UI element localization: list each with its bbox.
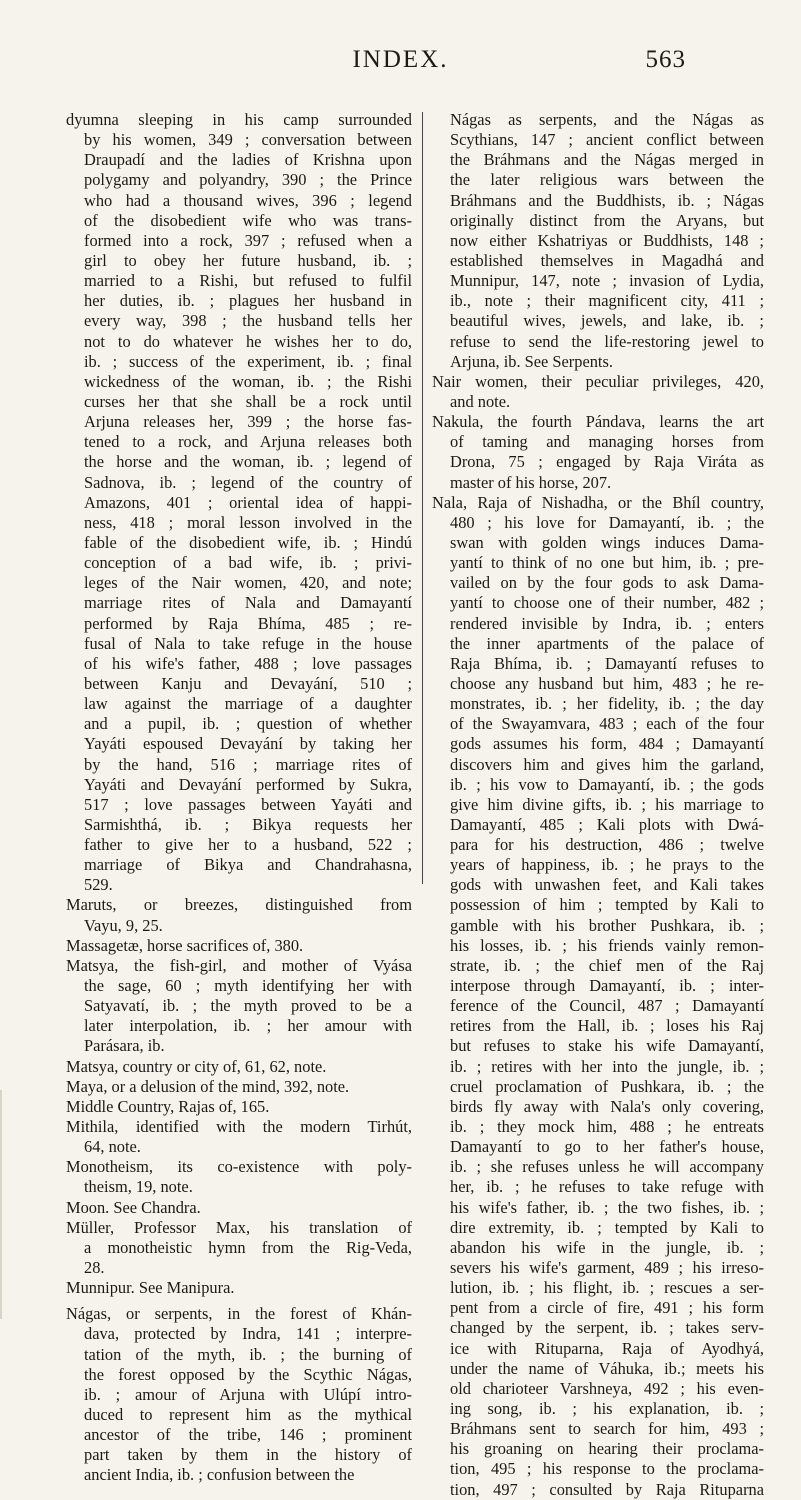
index-line: Nair women, their peculiar privileges, 420, xyxy=(432,371,764,391)
index-line: the later religious wars between the xyxy=(450,170,764,190)
index-line: Scythians, 147 ; ancient conflict between xyxy=(450,130,764,150)
index-line: married to a Rishi, but refused to fulfil xyxy=(84,271,412,291)
index-line: by his women, 349 ; conversation between xyxy=(84,130,412,150)
index-line: ib., note ; their magnificent city, 411 ; xyxy=(450,291,764,311)
index-line: father to give her to a husband, 522 ; xyxy=(84,835,412,855)
index-line: beautiful wives, jewels, and lake, ib. ; xyxy=(450,311,764,331)
index-line: curses her that she shall be a rock until xyxy=(84,391,412,411)
index-line: a monotheistic hymn from the Rig-Veda, xyxy=(84,1237,412,1257)
index-line: 480 ; his love for Damayantí, ib. ; the xyxy=(450,512,764,532)
index-line: the inner apartments of the palace of xyxy=(450,633,764,653)
index-line: ib. ; retires with her into the jungle, ib. ; xyxy=(450,1056,764,1076)
index-line: rendered invisible by Indra, ib. ; enters xyxy=(450,613,764,633)
index-line: Maruts, or breezes, distinguished from xyxy=(66,895,412,915)
index-line: originally distinct from the Aryans, but xyxy=(450,210,764,230)
index-line: 517 ; love passages between Yayáti and xyxy=(84,794,412,814)
index-line: girl to obey her future husband, ib. ; xyxy=(84,250,412,270)
running-title: INDEX. xyxy=(352,46,449,73)
index-line: Vayu, 9, 25. xyxy=(84,915,163,935)
index-line: duced to represent him as the mythical xyxy=(84,1405,412,1424)
index-line: dire extremity, ib. ; tempted by Kali to xyxy=(450,1217,764,1237)
index-line: Nágas, or serpents, in the forest of Khán- xyxy=(66,1304,412,1324)
index-line: Raja Bhíma, ib. ; Damayantí refuses to xyxy=(450,653,764,673)
index-line: ing song, ib. ; his explanation, ib. ; xyxy=(450,1399,764,1418)
index-line: and a pupil, ib. ; question of whether xyxy=(84,714,412,734)
index-column-left xyxy=(66,110,412,1486)
index-line: vailed on by the four gods to ask Dama- xyxy=(450,573,764,593)
index-line: now either Kshatriyas or Buddhists, 148 ; xyxy=(450,230,764,250)
index-line: Arjuna, ib. See Serpents. xyxy=(450,351,613,371)
index-line: abandon his wife in the jungle, ib. ; xyxy=(450,1237,764,1257)
index-line: and note. xyxy=(450,391,511,411)
index-line: lution, ib. ; his flight, ib. ; rescues a ser- xyxy=(450,1278,764,1298)
index-line: Mithila, identified with the modern Tirhút, xyxy=(66,1117,412,1137)
index-line: Parásara, ib. xyxy=(84,1036,165,1056)
index-line: 64, note. xyxy=(84,1137,141,1157)
index-line: ancient India, ib. ; confusion between the xyxy=(84,1465,355,1485)
index-line: ice with Rituparna, Raja of Ayodhyá, xyxy=(450,1338,764,1358)
index-line: swan with golden wings induces Dama- xyxy=(450,532,764,552)
index-line: 28. xyxy=(84,1258,105,1278)
index-line: theism, 19, note. xyxy=(84,1177,193,1197)
index-line: Draupadí and the ladies of Krishna upon xyxy=(84,150,412,170)
index-line: leges of the Nair women, 420, and note; xyxy=(84,573,412,593)
index-line: wickedness of the woman, ib. ; the Rishi xyxy=(84,371,412,391)
index-line: dava, protected by Indra, 141 ; interpre- xyxy=(84,1324,412,1344)
index-line: Bráhmans and the Buddhists, ib. ; Nágas xyxy=(450,190,764,210)
index-line: every way, 398 ; the husband tells her xyxy=(84,311,412,331)
index-line: pent from a circle of fire, 491 ; his form xyxy=(450,1298,764,1318)
index-line: dyumna sleeping in his camp surrounded xyxy=(66,110,412,129)
index-line: para for his destruction, 486 ; twelve xyxy=(450,835,764,855)
index-line: birds fly away with Nala's only covering, xyxy=(450,1096,764,1116)
index-line: his losses, ib. ; his friends vainly remon- xyxy=(450,935,764,955)
index-line: Arjuna releases her, 399 ; the horse fas- xyxy=(84,412,412,432)
index-line: fable of the disobedient wife, ib. ; Hindú xyxy=(84,532,412,552)
index-line: discovers him and gives him the garland, xyxy=(450,754,764,774)
index-line: yantí to think of no one but him, ib. ; pre- xyxy=(450,553,764,573)
index-line: her, ib. ; he refuses to take refuge with xyxy=(450,1177,764,1197)
index-line: gods with unwashen feet, and Kali takes xyxy=(450,875,764,895)
index-line: tion, 497 ; consulted by Raja Rituparna xyxy=(450,1479,764,1499)
index-line: his wife's father, ib. ; the two fishes, ib. ; xyxy=(450,1197,764,1217)
index-line: strate, ib. ; the chief men of the Raj xyxy=(450,955,764,975)
index-line: polygamy and polyandry, 390 ; the Prince xyxy=(84,170,412,190)
index-line: Massagetæ, horse sacrifices of, 380. xyxy=(66,935,304,955)
index-line: ib. ; his vow to Damayantí, ib. ; the gods xyxy=(450,774,764,794)
index-line: tation of the myth, ib. ; the burning of xyxy=(84,1344,412,1364)
index-line: the sage, 60 ; myth identifying her with xyxy=(84,976,412,996)
page-number: 563 xyxy=(645,46,686,73)
index-line: later interpolation, ib. ; her amour with xyxy=(84,1016,412,1036)
page-edge-shadow xyxy=(0,1090,2,1319)
index-line: of the Swayamvara, 483 ; each of the four xyxy=(450,714,764,734)
index-line: Nala, Raja of Nishadha, or the Bhíl country, xyxy=(432,492,764,512)
index-line: refuse to send the life-restoring jewel to xyxy=(450,331,764,351)
index-line: Damayantí to go to her father's house, xyxy=(450,1137,764,1157)
index-line: ib. ; she refuses unless he will accompany xyxy=(450,1157,764,1177)
column-divider xyxy=(422,112,423,884)
index-line: retires from the Hall, ib. ; loses his Raj xyxy=(450,1016,764,1036)
index-line: Satyavatí, ib. ; the myth proved to be a xyxy=(84,996,412,1016)
index-line: ib. ; amour of Arjuna with Ulúpí intro- xyxy=(84,1384,412,1404)
index-line: Middle Country, Rajas of, 165. xyxy=(66,1096,270,1116)
index-line: possession of him ; tempted by Kali to xyxy=(450,895,764,915)
index-line: but refuses to stake his wife Damayantí, xyxy=(450,1036,764,1056)
index-line: of his wife's father, 488 ; love passages xyxy=(84,653,412,673)
index-line: severs his wife's garment, 489 ; his irreso- xyxy=(450,1258,764,1278)
index-column-right xyxy=(432,110,764,1500)
index-line: the horse and the woman, ib. ; legend of xyxy=(84,452,412,472)
index-line: 529. xyxy=(84,875,113,895)
index-line: the forest opposed by the Scythic Nágas, xyxy=(84,1364,412,1384)
index-line: Maya, or a delusion of the mind, 392, note. xyxy=(66,1076,350,1096)
index-line: Damayantí, 485 ; Kali plots with Dwá- xyxy=(450,814,764,834)
index-line: Munnipur, 147, note ; invasion of Lydia, xyxy=(450,271,764,291)
index-line: Moon. See Chandra. xyxy=(66,1197,201,1217)
index-line: by the hand, 516 ; marriage rites of xyxy=(84,754,412,774)
index-line: not to do whatever he wishes her to do, xyxy=(84,331,412,351)
index-line: marriage rites of Nala and Damayantí xyxy=(84,593,412,613)
index-line: Matsya, country or city of, 61, 62, note. xyxy=(66,1056,327,1076)
index-line: part taken by them in the history of xyxy=(84,1445,412,1465)
index-line: ness, 418 ; moral lesson involved in the xyxy=(84,512,412,532)
index-line: tion, 495 ; his response to the proclama- xyxy=(450,1459,764,1479)
page-header xyxy=(0,46,801,86)
index-line: Bráhmans sent to search for him, 493 ; xyxy=(450,1419,764,1439)
index-line: under the name of Váhuka, ib.; meets his xyxy=(450,1358,764,1378)
index-line: conception of a bad wife, ib. ; privi- xyxy=(84,553,412,573)
index-line: established themselves in Magadhá and xyxy=(450,250,764,270)
index-line: gods assumes his form, 484 ; Damayantí xyxy=(450,734,764,754)
index-line: ib. ; success of the experiment, ib. ; final xyxy=(84,351,412,371)
index-line: the Bráhmans and the Nágas merged in xyxy=(450,150,764,170)
index-line: who had a thousand wives, 396 ; legend xyxy=(84,190,412,210)
index-line: her duties, ib. ; plagues her husband in xyxy=(84,291,412,311)
index-line: interpose through Damayantí, ib. ; inter- xyxy=(450,976,764,996)
index-line: Munnipur. See Manipura. xyxy=(66,1278,235,1298)
index-line: fusal of Nala to take refuge in the house xyxy=(84,633,412,653)
index-line: Monotheism, its co-existence with poly- xyxy=(66,1157,412,1177)
index-line: ference of the Council, 487 ; Damayantí xyxy=(450,996,764,1016)
index-line: changed by the serpent, ib. ; takes serv- xyxy=(450,1318,764,1338)
index-line: marriage of Bikya and Chandrahasna, xyxy=(84,855,412,875)
index-line: cruel proclamation of Pushkara, ib. ; the xyxy=(450,1076,764,1096)
index-line: of the disobedient wife who was trans- xyxy=(84,210,412,230)
index-line: Nágas as serpents, and the Nágas as xyxy=(450,110,764,129)
index-line: Drona, 75 ; engaged by Raja Viráta as xyxy=(450,452,764,472)
index-line: his groaning on hearing their proclama- xyxy=(450,1439,764,1459)
index-line: of taming and managing horses from xyxy=(450,432,764,452)
index-line: Sadnova, ib. ; legend of the country of xyxy=(84,472,412,492)
index-line: ib. ; they mock him, 488 ; he entreats xyxy=(450,1117,764,1137)
index-line: Matsya, the fish-girl, and mother of Vyása xyxy=(66,955,412,975)
index-line: law against the marriage of a daughter xyxy=(84,694,412,714)
index-line: Yayáti and Devayání performed by Sukra, xyxy=(84,774,412,794)
index-line: ancestor of the tribe, 146 ; prominent xyxy=(84,1425,412,1445)
index-line: tened to a rock, and Arjuna releases both xyxy=(84,432,412,452)
index-line: master of his horse, 207. xyxy=(450,472,612,492)
index-line: formed into a rock, 397 ; refused when a xyxy=(84,230,412,250)
index-line: yantí to choose one of their number, 482 ; xyxy=(450,593,764,613)
index-line: monstrates, ib. ; her fidelity, ib. ; the day xyxy=(450,694,764,714)
index-line: performed by Raja Bhíma, 485 ; re- xyxy=(84,613,412,633)
index-line: Müller, Professor Max, his translation of xyxy=(66,1217,412,1237)
index-line: choose any husband but him, 483 ; he re- xyxy=(450,673,764,693)
index-line: years of happiness, ib. ; he prays to the xyxy=(450,855,764,875)
index-line: Yayáti espoused Devayání by taking her xyxy=(84,734,412,754)
index-line: Amazons, 401 ; oriental idea of happi- xyxy=(84,492,412,512)
index-line: old charioteer Varshneya, 492 ; his even- xyxy=(450,1378,764,1398)
index-line: give him divine gifts, ib. ; his marriage to xyxy=(450,794,764,814)
index-line: between Kanju and Devayání, 510 ; xyxy=(84,673,412,693)
index-line: Nakula, the fourth Pándava, learns the art xyxy=(432,412,764,432)
index-line: gamble with his brother Pushkara, ib. ; xyxy=(450,915,764,935)
index-line: Sarmishthá, ib. ; Bikya requests her xyxy=(84,814,412,834)
